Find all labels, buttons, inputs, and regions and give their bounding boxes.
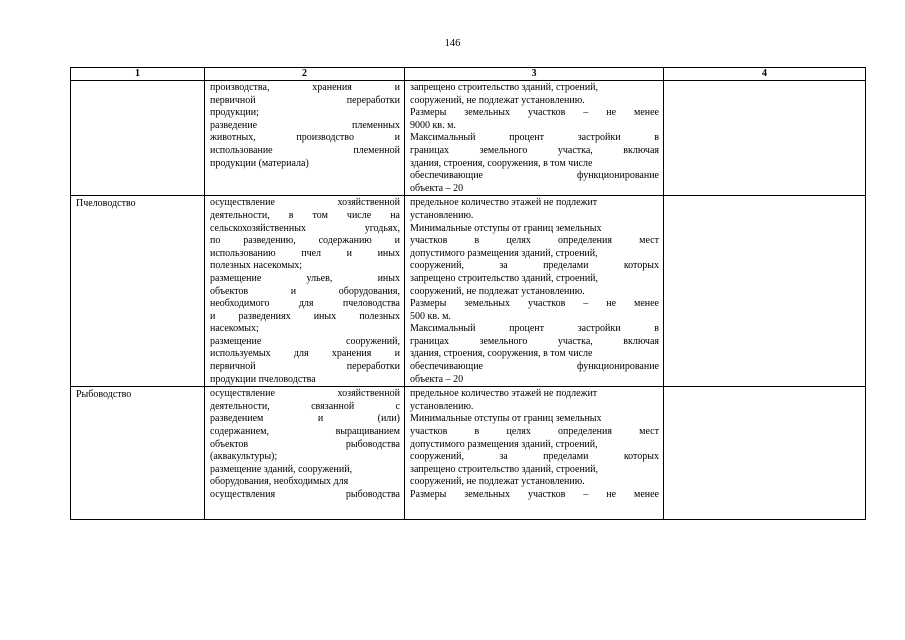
word: застройки xyxy=(577,132,621,144)
word: хозяйственной xyxy=(337,388,400,400)
text-line xyxy=(210,298,400,311)
word: допустимого размещения зданий, строений, xyxy=(410,438,598,450)
word: иных xyxy=(377,272,400,284)
word: не xyxy=(606,489,617,500)
word: Размеры xyxy=(410,489,447,500)
word: процент xyxy=(509,323,545,335)
word: в xyxy=(654,323,659,335)
word: запрещено строительство зданий, строений, xyxy=(410,272,599,284)
word: границах xyxy=(410,144,450,156)
word: запрещено строительство зданий, строений, xyxy=(410,82,599,93)
text-line xyxy=(410,132,659,145)
word: установлению. xyxy=(410,209,474,221)
text-line xyxy=(410,145,659,158)
word: сооружений, не подлежат установлению. xyxy=(410,476,585,488)
word: (или) xyxy=(377,413,400,425)
word: иных xyxy=(377,247,400,259)
text-line xyxy=(410,183,659,196)
text-line xyxy=(210,388,400,401)
word: в xyxy=(474,235,480,247)
text-line xyxy=(410,95,659,108)
word: менее xyxy=(634,298,659,310)
word: числе xyxy=(346,209,372,221)
word: разведение xyxy=(210,119,258,131)
word: за xyxy=(499,451,508,463)
word: сооружений, xyxy=(346,335,400,347)
text-line xyxy=(410,170,659,183)
word: рыбоводства xyxy=(345,489,400,500)
word: на xyxy=(390,209,400,221)
text-line xyxy=(410,439,659,452)
column-header-2: 2 xyxy=(205,68,405,81)
word: не xyxy=(606,298,617,310)
word: – xyxy=(583,107,589,119)
text-line xyxy=(210,374,400,387)
text-line xyxy=(210,476,400,489)
text-line xyxy=(210,95,400,108)
word: участков xyxy=(527,489,566,500)
word: функционирование xyxy=(576,170,659,182)
land-use-description xyxy=(205,81,405,196)
word: предельное количество этажей не подлежит xyxy=(410,388,598,400)
land-use-name xyxy=(71,81,205,196)
word: оборудования, необходимых для xyxy=(210,476,349,488)
text-line xyxy=(410,489,659,502)
text-line xyxy=(210,82,400,95)
text-line xyxy=(410,120,659,133)
word: используемых xyxy=(210,348,271,360)
word: Размеры xyxy=(410,298,447,310)
word: объекта – 20 xyxy=(410,373,464,385)
text-line xyxy=(410,476,659,489)
text-line xyxy=(210,286,400,299)
word: 500 кв. м. xyxy=(410,310,451,322)
text-line xyxy=(210,336,400,349)
word: сооружений, xyxy=(410,260,464,272)
text-line xyxy=(210,107,400,120)
word: хозяйственной xyxy=(337,197,400,209)
text-line xyxy=(410,413,659,426)
word: в xyxy=(474,426,480,438)
word: разведением xyxy=(210,413,264,425)
word: Размеры xyxy=(410,107,447,119)
text-line xyxy=(410,260,659,273)
word: необходимого xyxy=(210,298,270,310)
land-use-description xyxy=(205,196,405,387)
word: продукции пчеловодства xyxy=(210,373,316,385)
word: хранения xyxy=(312,82,352,93)
word: участка, xyxy=(557,144,593,156)
word: участков xyxy=(410,235,448,247)
word: – xyxy=(583,489,589,500)
text-line xyxy=(410,464,659,477)
word: объекта – 20 xyxy=(410,182,464,194)
word: сооружений, xyxy=(410,451,464,463)
word: том xyxy=(312,209,328,221)
word: ульев, xyxy=(306,272,333,284)
word: менее xyxy=(634,107,659,119)
word: хранения xyxy=(331,348,372,360)
word: целях xyxy=(506,235,531,247)
text-line xyxy=(410,323,659,336)
text-line xyxy=(210,426,400,439)
text-line xyxy=(210,248,400,261)
word: мест xyxy=(639,235,659,247)
word: допустимого размещения зданий, строений, xyxy=(410,247,598,259)
text-line xyxy=(210,489,400,502)
word: производство xyxy=(296,132,354,144)
word: объектов xyxy=(210,285,249,297)
text-line xyxy=(210,260,400,273)
word: размещение зданий, сооружений, xyxy=(210,463,353,475)
word: сельскохозяйственных xyxy=(210,222,306,234)
word: насекомых; xyxy=(210,323,259,335)
text-line xyxy=(410,223,659,236)
word: оборудования, xyxy=(338,285,400,297)
word: племенной xyxy=(353,144,400,156)
word: и xyxy=(394,348,400,360)
word: связанной xyxy=(311,400,355,412)
land-use-description xyxy=(205,387,405,520)
page-number: 146 xyxy=(444,38,461,49)
text-line xyxy=(210,323,400,336)
word: по xyxy=(210,235,221,247)
word: запрещено строительство зданий, строений, xyxy=(410,463,599,475)
word: осуществления xyxy=(210,489,276,500)
word: участков xyxy=(410,426,448,438)
word: для xyxy=(293,348,309,360)
word: переработки xyxy=(346,361,400,373)
word: продукции; xyxy=(210,107,259,119)
word: целях xyxy=(506,426,531,438)
word: продукции (материала) xyxy=(210,157,309,169)
text-line xyxy=(410,388,659,401)
word: и xyxy=(394,82,400,93)
text-line xyxy=(410,298,659,311)
text-line xyxy=(210,273,400,286)
word: участка, xyxy=(557,335,593,347)
text-line xyxy=(210,401,400,414)
text-line xyxy=(410,248,659,261)
text-line xyxy=(410,82,659,95)
word: земельного xyxy=(479,335,528,347)
text-line xyxy=(210,348,400,361)
column-header-3: 3 xyxy=(405,68,664,81)
word: объектов xyxy=(210,438,249,450)
word: менее xyxy=(634,489,659,500)
text-line xyxy=(410,235,659,248)
text-line xyxy=(210,158,400,171)
text-line xyxy=(210,223,400,236)
word: содержанием, xyxy=(210,426,269,438)
word: иных xyxy=(313,310,337,322)
text-line xyxy=(410,451,659,464)
text-line xyxy=(410,374,659,387)
word: застройки xyxy=(577,323,621,335)
word: и xyxy=(346,247,352,259)
word: рыбоводства xyxy=(345,438,400,450)
text-line xyxy=(210,235,400,248)
land-use-parameters xyxy=(405,81,664,196)
word: которых xyxy=(623,260,659,272)
word: разведению, xyxy=(243,235,296,247)
word: первичной xyxy=(210,94,256,106)
word: полезных насекомых; xyxy=(210,260,303,272)
word: обеспечивающие xyxy=(410,170,483,182)
text-line xyxy=(210,439,400,452)
text-line xyxy=(410,336,659,349)
word: в xyxy=(654,132,659,144)
word: земельных xyxy=(464,298,511,310)
word: процент xyxy=(509,132,545,144)
text-line xyxy=(410,158,659,171)
zoning-table xyxy=(70,67,866,520)
word: племенных xyxy=(352,119,400,131)
word: размещение xyxy=(210,335,262,347)
text-line xyxy=(210,132,400,145)
word: обеспечивающие xyxy=(410,361,483,373)
word: – xyxy=(583,298,589,310)
word: мест xyxy=(639,426,659,438)
word: определения xyxy=(558,235,612,247)
word: пределами xyxy=(543,260,589,272)
land-use-name: Рыбоводство xyxy=(71,387,205,520)
word: размещение xyxy=(210,272,262,284)
word: границах xyxy=(410,335,450,347)
word: и xyxy=(394,235,400,247)
word: для xyxy=(298,298,314,310)
word: за xyxy=(499,260,508,272)
word: установлению. xyxy=(410,400,474,412)
word: 9000 кв. м. xyxy=(410,119,456,131)
word: пределами xyxy=(543,451,589,463)
word: в xyxy=(288,209,294,221)
word: использованию xyxy=(210,247,276,259)
word: разведениях xyxy=(238,310,291,322)
word: земельных xyxy=(464,489,511,500)
word: первичной xyxy=(210,361,256,373)
text-line xyxy=(210,145,400,158)
word: Максимальный xyxy=(410,132,476,144)
word: осуществление xyxy=(210,197,275,209)
word: деятельности, xyxy=(210,209,270,221)
text-line xyxy=(410,197,659,210)
word: и xyxy=(210,310,216,322)
word: полезных xyxy=(359,310,400,322)
word: сооружений, не подлежат установлению. xyxy=(410,285,585,297)
word: здания, строения, сооружения, в том числе xyxy=(410,348,593,360)
word: земельных xyxy=(464,107,511,119)
word: и xyxy=(290,285,297,297)
word: угодьях, xyxy=(364,222,400,234)
word: которых xyxy=(623,451,659,463)
text-line xyxy=(210,413,400,426)
word: деятельности, xyxy=(210,400,270,412)
text-line xyxy=(410,426,659,439)
word: не xyxy=(606,107,617,119)
land-use-notes xyxy=(664,196,866,387)
text-line xyxy=(410,107,659,120)
word: пчеловодства xyxy=(342,298,400,310)
word: участков xyxy=(527,107,566,119)
word: сооружений, не подлежат установлению. xyxy=(410,94,585,106)
word: участков xyxy=(527,298,566,310)
text-line xyxy=(410,361,659,374)
word: включая xyxy=(623,144,659,156)
text-line xyxy=(410,401,659,414)
land-use-name: Пчеловодство xyxy=(71,196,205,387)
table-header-row xyxy=(71,68,866,81)
word: Максимальный xyxy=(410,323,476,335)
word: осуществление xyxy=(210,388,275,400)
text-line xyxy=(210,197,400,210)
word: содержанию xyxy=(318,235,372,247)
word: функционирование xyxy=(576,361,659,373)
word: выращиванием xyxy=(335,426,400,438)
table-row xyxy=(71,196,866,387)
column-header-1: 1 xyxy=(71,68,205,81)
word: переработки xyxy=(346,94,400,106)
word: (аквакультуры); xyxy=(210,451,278,463)
text-line xyxy=(210,311,400,324)
text-line xyxy=(210,464,400,477)
land-use-notes xyxy=(664,81,866,196)
table-row xyxy=(71,387,866,520)
word: Минимальные отступы от границ земельных xyxy=(410,413,602,425)
word: пчел xyxy=(301,247,322,259)
text-line xyxy=(210,451,400,464)
text-line xyxy=(410,348,659,361)
word: земельного xyxy=(479,144,528,156)
text-line xyxy=(210,361,400,374)
word: включая xyxy=(623,335,659,347)
word: и xyxy=(317,413,324,425)
land-use-notes xyxy=(664,387,866,520)
text-line xyxy=(410,273,659,286)
word: с xyxy=(395,400,400,412)
word: животных, xyxy=(210,132,256,144)
word: здания, строения, сооружения, в том числе xyxy=(410,157,593,169)
word: определения xyxy=(558,426,612,438)
word: производства, xyxy=(210,82,270,93)
land-use-parameters xyxy=(405,196,664,387)
text-line xyxy=(210,120,400,133)
text-line xyxy=(210,210,400,223)
word: предельное количество этажей не подлежит xyxy=(410,197,598,209)
table-row xyxy=(71,81,866,196)
word: использование xyxy=(210,144,273,156)
word: и xyxy=(394,132,400,144)
text-line xyxy=(410,210,659,223)
column-header-4: 4 xyxy=(664,68,866,81)
word: Минимальные отступы от границ земельных xyxy=(410,222,602,234)
text-line xyxy=(410,311,659,324)
text-line xyxy=(410,286,659,299)
land-use-parameters xyxy=(405,387,664,520)
